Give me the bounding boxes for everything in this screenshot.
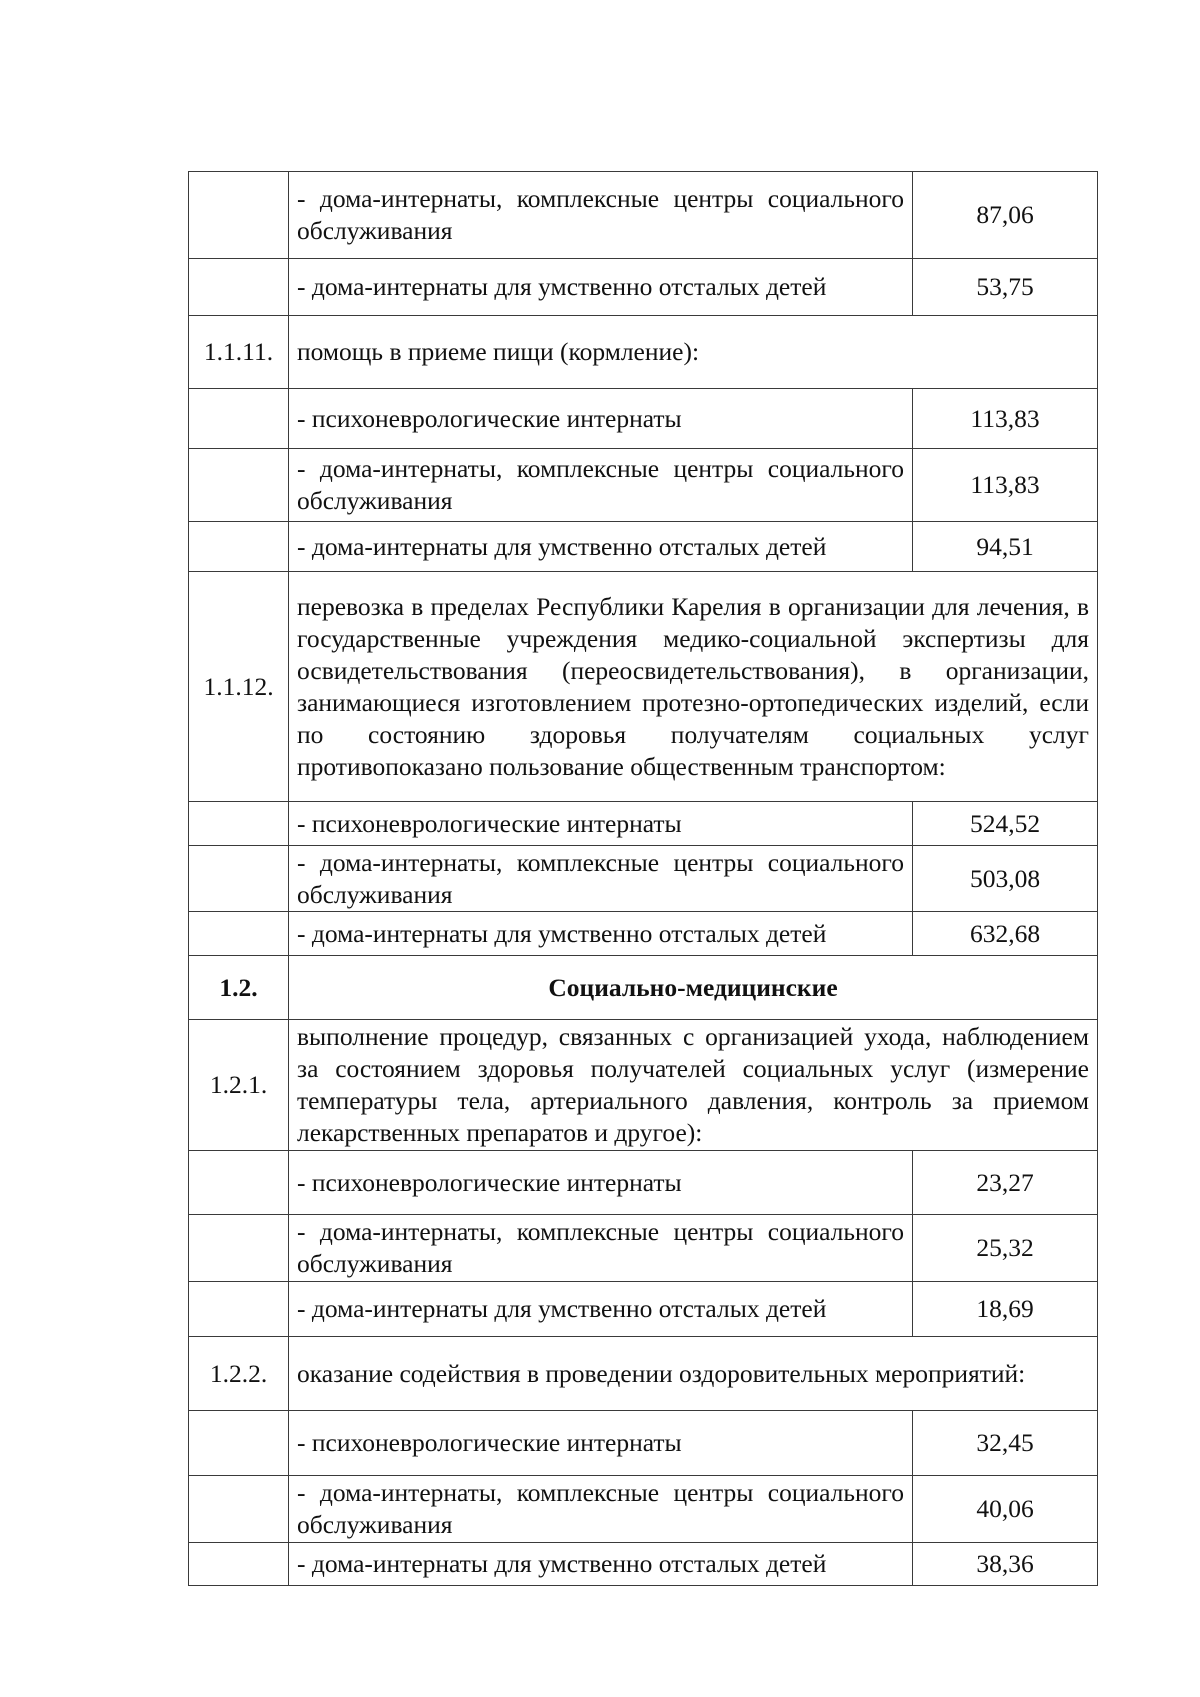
row-number bbox=[189, 802, 289, 846]
row-description: - психоневрологические интернаты bbox=[289, 1151, 913, 1215]
row-value: 23,27 bbox=[913, 1151, 1098, 1215]
row-value: 38,36 bbox=[913, 1543, 1098, 1586]
row-number bbox=[189, 1151, 289, 1215]
section-title: Социально-медицинские bbox=[289, 956, 1098, 1020]
table-row bbox=[189, 1215, 1098, 1282]
row-value: 40,06 bbox=[913, 1476, 1098, 1543]
table-row-heading bbox=[189, 572, 1098, 802]
table-row bbox=[189, 449, 1098, 522]
table-row-heading bbox=[189, 1337, 1098, 1411]
row-number bbox=[189, 449, 289, 522]
row-number: 1.2.1. bbox=[189, 1020, 289, 1151]
table-row bbox=[189, 1476, 1098, 1543]
row-number: 1.1.12. bbox=[189, 572, 289, 802]
row-description: - психоневрологические интернаты bbox=[289, 389, 913, 449]
row-description: - психоневрологические интернаты bbox=[289, 1411, 913, 1476]
table-row bbox=[189, 259, 1098, 316]
tariff-table-body bbox=[189, 172, 1098, 1586]
tariff-table bbox=[188, 171, 1098, 1586]
row-number bbox=[189, 1543, 289, 1586]
row-value: 632,68 bbox=[913, 912, 1098, 956]
row-value: 94,51 bbox=[913, 522, 1098, 572]
row-number bbox=[189, 846, 289, 912]
row-number: 1.1.11. bbox=[189, 316, 289, 389]
row-value: 113,83 bbox=[913, 389, 1098, 449]
table-row bbox=[189, 389, 1098, 449]
row-description: - дома-интернаты для умственно отсталых детей bbox=[289, 1282, 913, 1337]
row-description: - дома-интернаты, комплексные центры социального обслуживания bbox=[289, 1476, 913, 1543]
row-description: - дома-интернаты для умственно отсталых детей bbox=[289, 522, 913, 572]
row-description: - дома-интернаты, комплексные центры социального обслуживания bbox=[289, 1215, 913, 1282]
table-row-heading bbox=[189, 1020, 1098, 1151]
row-number bbox=[189, 259, 289, 316]
table-row bbox=[189, 846, 1098, 912]
row-value: 53,75 bbox=[913, 259, 1098, 316]
table-row bbox=[189, 802, 1098, 846]
row-description: - психоневрологические интернаты bbox=[289, 802, 913, 846]
table-row-section bbox=[189, 956, 1098, 1020]
row-number bbox=[189, 1282, 289, 1337]
row-description: - дома-интернаты для умственно отсталых детей bbox=[289, 259, 913, 316]
row-value: 87,06 bbox=[913, 172, 1098, 259]
row-number bbox=[189, 912, 289, 956]
row-description: оказание содействия в проведении оздоровительных мероприятий: bbox=[289, 1337, 1098, 1411]
row-number bbox=[189, 389, 289, 449]
row-number bbox=[189, 1476, 289, 1543]
row-description: помощь в приеме пищи (кормление): bbox=[289, 316, 1098, 389]
row-value: 18,69 bbox=[913, 1282, 1098, 1337]
row-description: - дома-интернаты, комплексные центры социального обслуживания bbox=[289, 449, 913, 522]
row-description: - дома-интернаты для умственно отсталых детей bbox=[289, 1543, 913, 1586]
row-description: - дома-интернаты, комплексные центры социального обслуживания bbox=[289, 846, 913, 912]
row-number bbox=[189, 172, 289, 259]
table-row bbox=[189, 1151, 1098, 1215]
row-description: - дома-интернаты для умственно отсталых детей bbox=[289, 912, 913, 956]
table-row bbox=[189, 1411, 1098, 1476]
row-value: 113,83 bbox=[913, 449, 1098, 522]
table-row bbox=[189, 1282, 1098, 1337]
table-row bbox=[189, 912, 1098, 956]
row-number bbox=[189, 522, 289, 572]
table-row bbox=[189, 522, 1098, 572]
row-number: 1.2.2. bbox=[189, 1337, 289, 1411]
row-description: выполнение процедур, связанных с организацией ухода, наблюдением за состоянием здоровья получателей социальных услуг (измерение температуры тела, артериального давления, контроль за приемом лекарственных препаратов и другое): bbox=[289, 1020, 1098, 1151]
row-number bbox=[189, 1215, 289, 1282]
table-row bbox=[189, 1543, 1098, 1586]
row-description: - дома-интернаты, комплексные центры социального обслуживания bbox=[289, 172, 913, 259]
row-value: 524,52 bbox=[913, 802, 1098, 846]
table-row bbox=[189, 172, 1098, 259]
row-description: перевозка в пределах Республики Карелия в организации для лечения, в государственные учреждения медико-социальной экспертизы для освидетельствования (переосвидетельствования), в организации, занимающиеся изготовлением протезно-ортопедических изделий, если по состоянию здоровья получателям социальных услуг противопоказано пользование общественным транспортом: bbox=[289, 572, 1098, 802]
section-number: 1.2. bbox=[189, 956, 289, 1020]
row-value: 32,45 bbox=[913, 1411, 1098, 1476]
row-value: 503,08 bbox=[913, 846, 1098, 912]
table-row-heading bbox=[189, 316, 1098, 389]
row-value: 25,32 bbox=[913, 1215, 1098, 1282]
row-number bbox=[189, 1411, 289, 1476]
